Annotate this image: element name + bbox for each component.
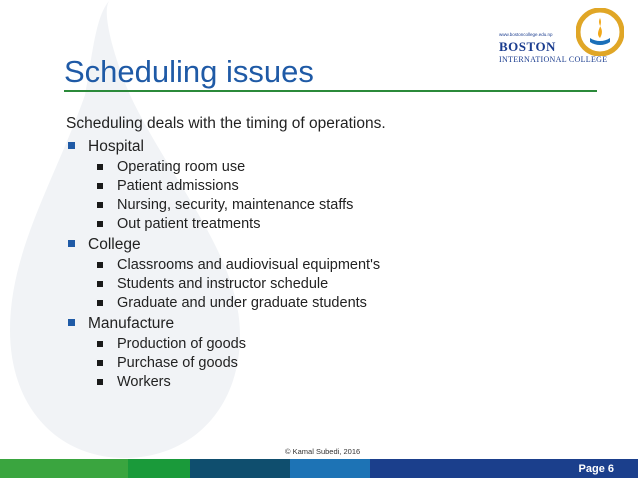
college-logo [499, 8, 624, 70]
square-bullet-icon [97, 221, 103, 227]
slide-title: Scheduling issues [64, 54, 314, 89]
sub-list-item-label: Nursing, security, maintenance staffs [117, 197, 354, 213]
sub-list-item [88, 215, 586, 234]
square-bullet-icon [97, 202, 103, 208]
sub-list-item-label: Production of goods [117, 336, 246, 352]
square-bullet-icon [97, 262, 103, 268]
copyright-text: © Kamal Subedi, 2016 [285, 447, 361, 456]
square-bullet-icon [97, 379, 103, 385]
square-bullet-icon [97, 164, 103, 170]
list-item-label: College [88, 236, 141, 253]
footer-color-bar [0, 459, 638, 478]
sub-list [88, 158, 586, 234]
square-bullet-icon [97, 300, 103, 306]
square-bullet-icon [68, 142, 75, 149]
sub-list-item-label: Operating room use [117, 159, 246, 175]
square-bullet-icon [97, 281, 103, 287]
sub-list-item [88, 196, 586, 215]
intro-text: Scheduling deals with the timing of operations. [66, 115, 386, 132]
list-item-label: Hospital [88, 138, 144, 155]
slide-content [66, 114, 586, 393]
square-bullet-icon [97, 183, 103, 189]
list-item-manufacture [66, 314, 586, 392]
sub-list-item-label: Patient admissions [117, 178, 239, 194]
sub-list-item-label: Purchase of goods [117, 355, 238, 371]
sub-list-item [88, 294, 586, 313]
footer-bar-segment [128, 459, 190, 478]
college-seal-icon [576, 8, 624, 56]
sub-list [88, 256, 586, 313]
square-bullet-icon [68, 240, 75, 247]
sub-list-item-label: Graduate and under graduate students [117, 295, 367, 311]
sub-list-item [88, 335, 586, 354]
sub-list-item-label: Out patient treatments [117, 216, 261, 232]
list-item-college [66, 235, 586, 313]
sub-list-item [88, 373, 586, 392]
logo-url: www.bostoncollege.edu.np [499, 32, 553, 37]
sub-list-item [88, 256, 586, 275]
sub-list-item-label: Students and instructor schedule [117, 276, 329, 292]
footer-bar-segment [190, 459, 290, 478]
sub-list-item [88, 158, 586, 177]
page-number: Page 6 [578, 463, 614, 475]
sub-list-item [88, 354, 586, 373]
sub-list-item [88, 177, 586, 196]
square-bullet-icon [97, 341, 103, 347]
logo-name: BOSTON [499, 39, 556, 54]
list-item-hospital [66, 137, 586, 234]
footer-bar-segment [0, 459, 128, 478]
sub-list-item-label: Classrooms and audiovisual equipment's [117, 257, 381, 273]
square-bullet-icon [97, 360, 103, 366]
list-item-label: Manufacture [88, 315, 175, 332]
sub-list [88, 335, 586, 392]
sub-list-item-label: Workers [117, 374, 171, 390]
logo-subtitle: INTERNATIONAL COLLEGE [499, 55, 608, 64]
footer-bar-segment [290, 459, 370, 478]
bullet-list [66, 137, 586, 392]
square-bullet-icon [68, 319, 75, 326]
title-underline [64, 90, 597, 92]
sub-list-item [88, 275, 586, 294]
